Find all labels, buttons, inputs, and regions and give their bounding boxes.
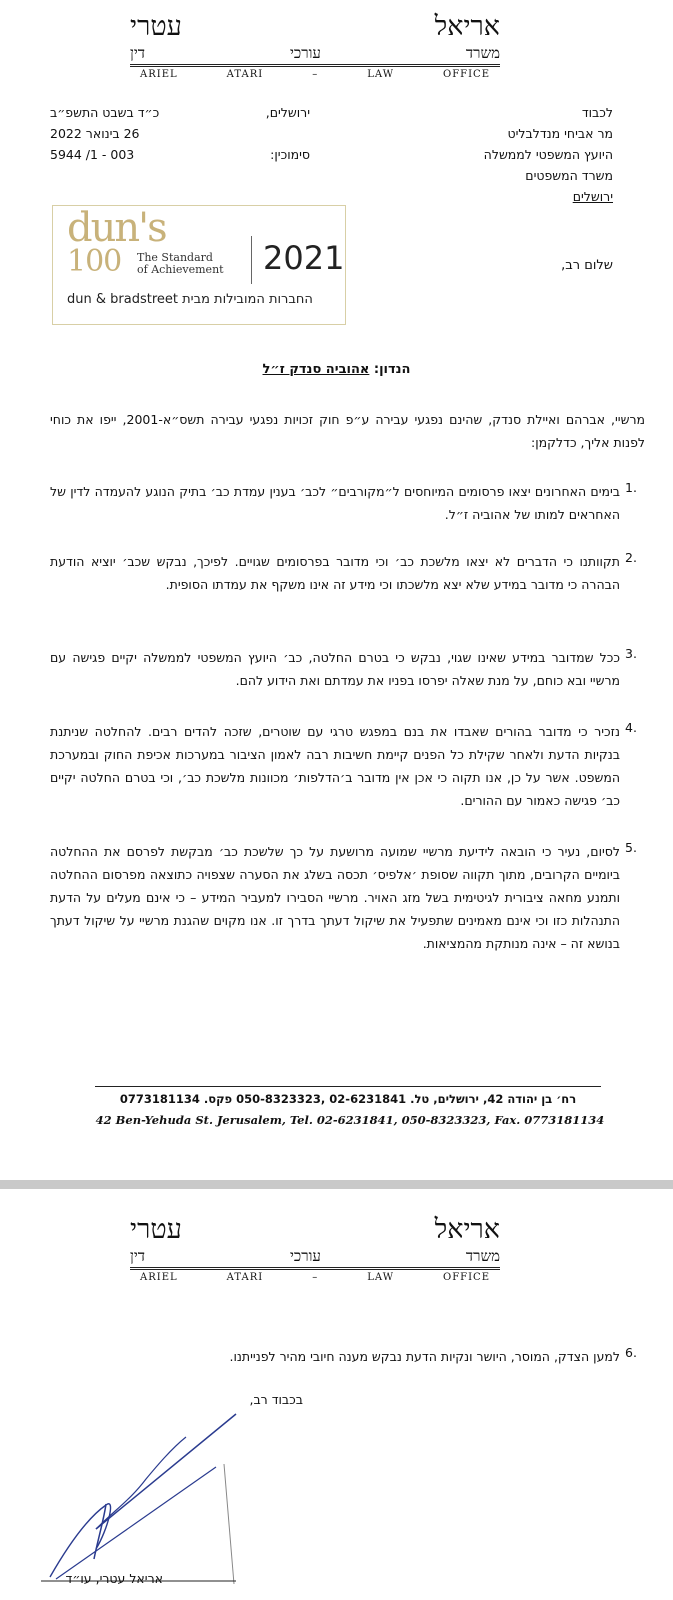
logo-dnb-text: dun & bradstreet	[67, 292, 178, 307]
letterhead-rule	[130, 64, 500, 67]
paragraph-4: נזכיר כי מדובר בהורים שאבדו את בנם במפגש טרגי עם שוטרים, שזכה להדים רבים. להחלטה שניתנת בנקיות הדעת ולאחר שקילת כל הפנים קיימת חשיבות רבה לאמון הציבור במערכות אכיפת החוק ובמערכת המשפט. אשר על כן, אנו תקוה כי אכן אין מדובר ב׳הדלפות׳ מכוונות מלשכת כב׳, וכי בטרם החלטה יקיים כב׳ פגישה כאמור עם ההורים.	[50, 724, 620, 808]
paragraph-number-4: 4.	[625, 720, 637, 735]
letterhead-english: ARIEL ATARI – LAW OFFICE	[140, 1272, 490, 1283]
logo-hebrew-text: החברות המובילות מבית	[182, 292, 313, 307]
reference-value: 5944 /1 - 003	[50, 147, 135, 162]
logo-standard-text	[137, 252, 224, 276]
letterhead-subtitle: משרד עורכי דין	[130, 44, 500, 62]
paragraph-number-1: 1.	[625, 480, 637, 495]
letterhead-name: אריאל עטרי	[130, 1214, 500, 1245]
paragraph-2: תקוותנו כי הדברים לא יצאו מלשכת כב׳ וכי מדובר בפרסומים שגויים. לפיכך, נבקש שכב׳ יוציא הודעת הבהרה כי מדובר במידע שלא יצא מלשכתו וכי מידע זה אינו משקף את עמדתו הסופית.	[50, 554, 620, 592]
letterhead-rule	[130, 1267, 500, 1270]
hebrew-date: כ״ד בשבט התשפ״ב	[50, 105, 160, 120]
recipient-block	[363, 102, 613, 207]
logo-100-text: 100	[67, 244, 122, 279]
signature-drawing	[36, 1409, 246, 1584]
logo-duns-text: dun's	[67, 205, 166, 251]
greeting: שלום רב,	[561, 258, 613, 273]
duns-100-logo	[52, 205, 346, 325]
paragraph-number-5: 5.	[625, 840, 637, 855]
place-label: ירושלים,	[265, 105, 310, 120]
recipient-to: לכבוד	[581, 105, 613, 120]
letter-page-2	[0, 1189, 673, 1600]
recipient-city: ירושלים	[572, 189, 613, 204]
paragraph-1: בימים האחרונים יצאו פרסומים המיוחסים ל״מקורבים״ לכב׳ בענין עמדת כב׳ בתיק הנוגע להעמדה לדין של האחראים למותו של אהוביה ז״ל.	[50, 484, 620, 522]
logo-standard-line1: The Standard	[137, 251, 213, 264]
logo-year: 2021	[263, 239, 345, 277]
paragraph-number-6: 6.	[625, 1345, 637, 1360]
letterhead-english: ARIEL ATARI – LAW OFFICE	[140, 69, 490, 80]
logo-bottom-line	[67, 292, 333, 307]
date-block	[50, 102, 310, 165]
closing-phrase: בכבוד רב,	[249, 1392, 303, 1407]
logo-standard-line2: of Achievement	[137, 263, 224, 276]
reference-label: סימוכין:	[270, 147, 310, 162]
footer-rule	[95, 1086, 601, 1087]
paragraph-number-2: 2.	[625, 550, 637, 565]
paragraph-5: לסיום, נעיר כי הובאה לידיעת מרשיי שמועה מרושעת על כך שלשכת כב׳ מבקשת לפרסם את ההחלטה ביומיים הקרובים, מתוך תקווה שסופת ׳אלפיס׳ תכסה בשלג את הסערה שצפויה כתוצאה מפרסום ההחלטה ותמנע מחאה ציבורית לגיטימית בשל מזג האויר. מרשיי הסבירו למעביר המידע – כי אינם מעלים על הדעת התנהלות כזו וכי אינם מאמינים שתפעיל את שיקול דעתך בדרך זו. אנו מקוים שהגנת מרשיי על שיקול דעתך בנושא זה – אינה מנותקת מהמציאות.	[50, 844, 620, 951]
recipient-title: היועץ המשפטי לממשלה	[483, 147, 613, 162]
subject-value: אהוביה סנדק ז״ל	[262, 362, 370, 377]
recipient-name: מר אביחי מנדלבליט	[507, 126, 613, 141]
paragraph-3: ככל שמדובר במידע שאינו שגוי, נבקש כי בטרם החלטה, כב׳ היועץ המשפטי לממשלה יקיים פגישה עם מרשיי ובא כוחם, על מנת שאלה יפרסו בפניו את עמדתם ואת הידוע להם.	[50, 650, 620, 688]
gregorian-date: 26 בינואר 2022	[50, 126, 140, 141]
letterhead-name: אריאל עטרי	[130, 11, 500, 42]
footer-hebrew-address: רח׳ בן יהודה 42, ירושלים, טל. 02-6231841 ,050-8323323 פקס. 0773181134	[119, 1092, 577, 1106]
logo-divider	[251, 236, 252, 284]
letterhead-subtitle: משרד עורכי דין	[130, 1247, 500, 1265]
footer-english-address: 42 Ben-Yehuda St. Jerusalem, Tel. 02-6231841, 050-8323323, Fax. 0773181134	[95, 1113, 605, 1127]
subject-label: הנדון:	[373, 362, 411, 377]
signer-name: אריאל עטרי, עו״ד	[65, 1571, 163, 1586]
paragraph-6: למען הצדק, המוסר, היושר ונקיות הדעת נבקש מענה חיובי מהיר לפנייתנו.	[229, 1349, 620, 1364]
subject-line	[0, 362, 673, 377]
recipient-office: משרד המשפטים	[525, 168, 613, 183]
intro-paragraph: מרשיי, אברהם ואיילת סנדק, שהינם נפגעי עבירה ע״פ חוק זכויות נפגעי עבירה תשס״א-2001, ייפו את כוחי לפנות אליך, כדלקמן:	[50, 412, 645, 450]
paragraph-number-3: 3.	[625, 646, 637, 661]
